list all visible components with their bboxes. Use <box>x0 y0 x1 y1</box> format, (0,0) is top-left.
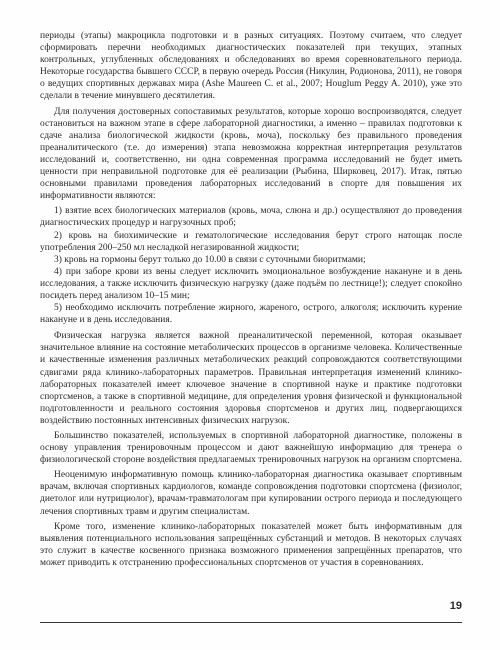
paragraph: Кроме того, изменение клинико-лабораторных показателей может быть информативным для выявления потенциального использования запрещённых субстанций и методов. В некоторых случаях это служит в качестве косвенного признака возможного применения запрещённых препаратов, что может приводить к отстранению профессиональных спортсменов от участия в соревнованиях. <box>40 521 462 568</box>
paragraph: Для получения достоверных сопоставимых результатов, которые хорошо воспроизводятся, следует остановиться на важном этапе в сфере лабораторной диагностики, а именно – правилах подготовки к сдаче анализа биологической жидкости (кровь, моча), поскольку без правильного проведения преаналитического (т.е. до измерения) этапа невозможна корректная интерпретация результатов исследований и, соответственно, ни одна современная программа исследований не будет иметь ценности при неправильной подготовке для её реализации (Рыбина, Ширковец, 2017). Итак, пятью основными правилами проведения лабораторных исследований в спорте для повышения их информативности являются: <box>40 106 462 202</box>
list-item: 2) кровь на биохимические и гематологические исследования берут строго натощак после употребления 200–250 мл несладкой негазированной жидкости; <box>40 230 462 253</box>
paragraph: периоды (этапы) макроцикла подготовки и в разных ситуациях. Поэтому считаем, что следует сформировать перечни необходимых диагностических показателей при текущих, этапных контрольных, углубленных обследованиях и обследованиях во время соревновательного периода. Некоторые государства бывшего СССР, в первую очередь Россия (Никулин, Родионова, 2011), не говоря о ведущих спортивных державах мира (Ashe Maureen C. et al., 2007; Houglum Peggy A. 2010), уже это сделали в течение минувшего десятилетия. <box>40 31 462 102</box>
paragraph: Большинство показателей, используемых в спортивной лабораторной диагностике, положены в основу управления тренировочным процессом и дают важнейшую информацию для тренера о физиологической стороне воздействия предлагаемых тренировочных нагрузок на организм спортсмена. <box>40 431 462 466</box>
list-item: 3) кровь на гормоны берут только до 10.00 в связи с суточными биоритмами; <box>54 254 366 265</box>
footer-rule <box>40 622 462 623</box>
paragraph: Неоценимую информативную помощь клинико-лабораторная диагностика оказывает спортивным врачам, включая спортивных кардиологов, команде сопровождения подготовки спортсмена (физиолог, диетолог или нутрициолог), врачам-травматологам при купировании острого периода и последующего лечения спортивных травм и другим специалистам. <box>40 470 462 517</box>
list-item: 4) при заборе крови из вены следует исключить эмоциональное возбуждение накануне и в день исследования, а также исключить физическую нагрузку (даже подъём по лестнице!); следует спокойно посидеть перед анализом 10–15 мин; <box>40 266 462 301</box>
body-text <box>40 30 462 572</box>
list-item: 1) взятие всех биологических материалов (кровь, моча, слюна и др.) осуществляют до проведения диагностических процедур и нагрузочных проб; <box>40 206 462 229</box>
list-item: 5) необходимо исключить потребление жирного, жареного, острого, алкоголя; исключить курение накануне и в день исследования. <box>40 303 462 326</box>
page-number: 19 <box>449 600 462 612</box>
paragraph: Физическая нагрузка является важной преаналитической переменной, которая оказывает значительное влияние на состояние метаболических процессов в организме человека. Количественные и качественные изменения различных метаболических реакций сопровождаются соответствующими сдвигами ряда клинико-лабораторных параметров. Правильная интерпретация изменений клинико-лабораторных показателей имеет ключевое значение в спортивной науке и практике подготовки спортсменов, а также в спортивной медицине, для определения уровня физической и функциональной подготовленности и реального состояния здоровья спортсменов и других лиц, подвергающихся воздействию постоянных интенсивных физических нагрузок. <box>40 331 462 426</box>
